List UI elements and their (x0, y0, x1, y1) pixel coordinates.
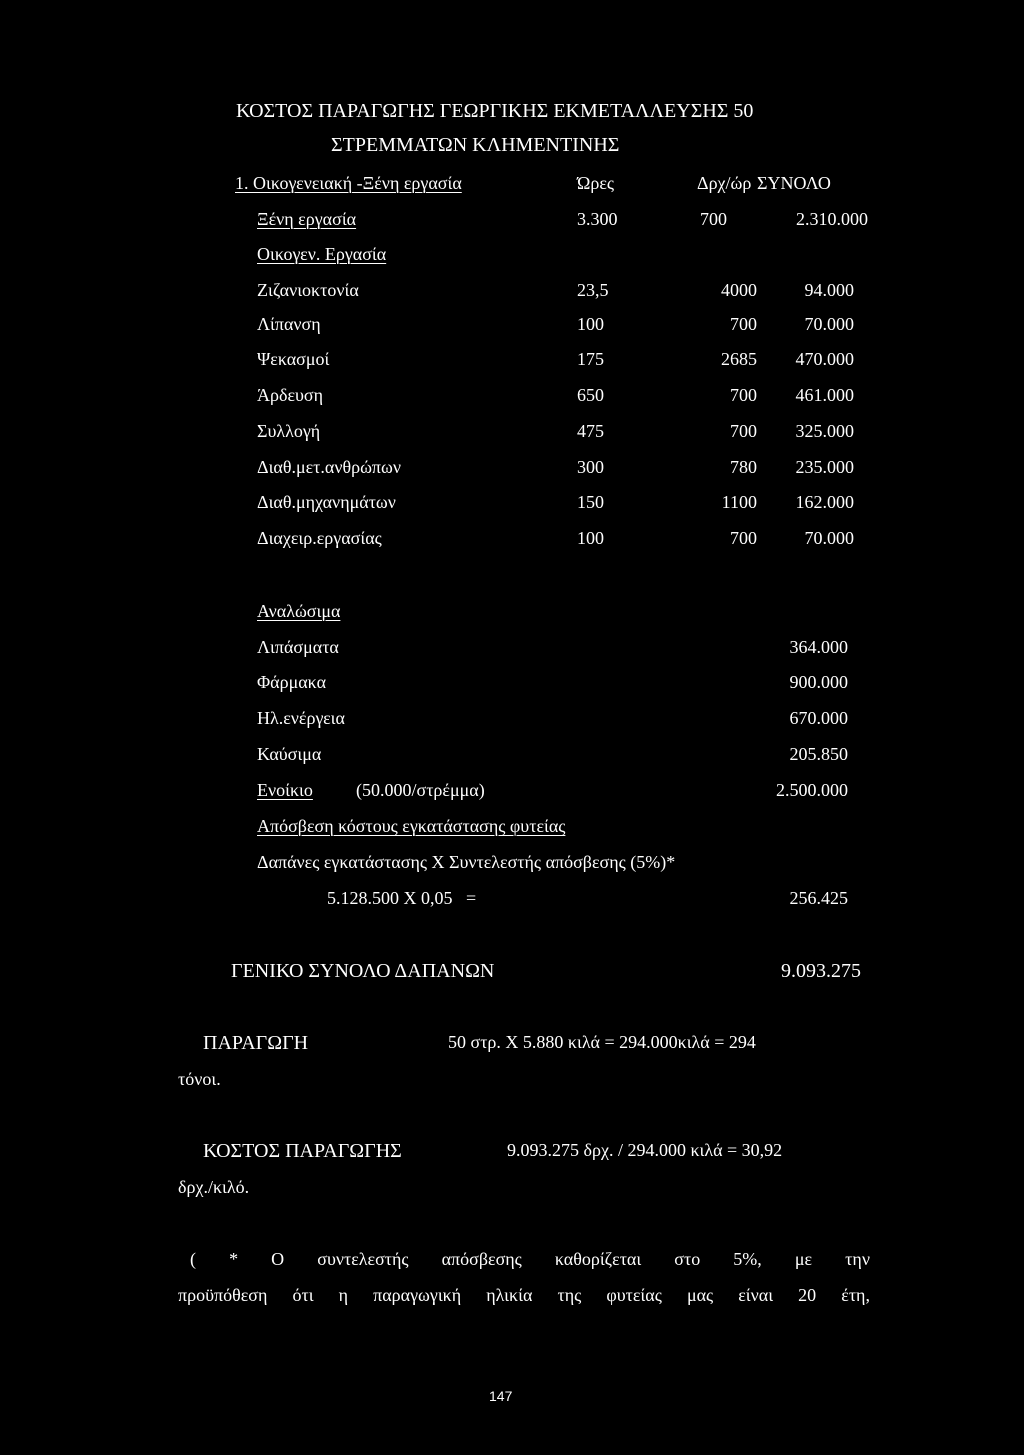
title-line-2: ΣΤΡΕΜΜΑΤΩΝ ΚΛΗΜΕΝΤΙΝΗΣ (331, 134, 620, 156)
page-number: 147 (489, 1388, 513, 1404)
footnote-word: ότι (292, 1285, 314, 1305)
labor-row-label: Διαθ.μηχανημάτων (257, 492, 396, 512)
rent-total: 2.500.000 (776, 780, 848, 800)
labor-row-hours: 150 (577, 492, 604, 512)
unit-cost-cont: δρχ./κιλό. (178, 1177, 250, 1197)
foreign-labor-rate: 700 (700, 209, 727, 229)
labor-row-hours: 23,5 (577, 280, 609, 300)
foreign-labor-hours: 3.300 (577, 209, 618, 229)
col-hours-header: Ώρες (577, 173, 615, 193)
consumables-heading: Αναλώσιμα (257, 601, 341, 621)
consumable-total: 205.850 (789, 744, 848, 764)
labor-row-hours: 175 (577, 349, 604, 369)
footnote-word: ( (190, 1249, 196, 1269)
labor-row-rate: 2685 (721, 349, 757, 369)
labor-row-rate: 700 (730, 421, 757, 441)
labor-row-label: Συλλογή (257, 421, 321, 441)
labor-row-total: 235.000 (795, 457, 854, 477)
consumable-label: Φάρμακα (257, 672, 326, 692)
col-total-header: ΣΥΝΟΛΟ (757, 173, 831, 193)
consumable-total: 670.000 (789, 708, 848, 728)
production-cont: τόνοι. (178, 1069, 221, 1089)
footnote-line-2 (178, 1286, 870, 1304)
production-label: ΠΑΡΑΓΩΓΗ (203, 1032, 309, 1054)
footnote-word: * (229, 1249, 239, 1269)
footnote-word: φυτείας (606, 1285, 662, 1305)
unit-cost-calc: 9.093.275 δρχ. / 294.000 κιλά = 30,92 (507, 1140, 783, 1160)
foreign-labor-total: 2.310.000 (796, 209, 868, 229)
labor-row-total: 162.000 (795, 492, 854, 512)
labor-row-rate: 700 (730, 314, 757, 334)
labor-row-label: Ζιζανιοκτονία (257, 280, 359, 300)
labor-row-rate: 1100 (721, 492, 757, 512)
footnote-word: της (557, 1285, 582, 1305)
production-calc: 50 στρ. Χ 5.880 κιλά = 294.000κιλά = 294 (448, 1032, 756, 1052)
footnote-word: την (845, 1249, 870, 1269)
labor-row-rate: 700 (730, 528, 757, 548)
labor-row-total: 470.000 (795, 349, 854, 369)
foreign-labor-label: Ξένη εργασία (257, 209, 357, 229)
footnote-word: παραγωγική (373, 1285, 462, 1305)
footnote-word: στο (674, 1249, 701, 1269)
consumable-label: Λιπάσματα (257, 637, 339, 657)
footnote-line-1 (190, 1250, 870, 1268)
labor-row-label: Άρδευση (257, 385, 324, 405)
labor-row-label: Ψεκασμοί (257, 349, 330, 369)
col-rate-header: Δρχ/ώρ (697, 173, 752, 193)
footnote-word: 5%, (733, 1249, 762, 1269)
depreciation-formula: Δαπάνες εγκατάστασης Χ Συντελεστής απόσβεσης (5%)* (257, 852, 676, 872)
labor-row-rate: 780 (730, 457, 757, 477)
grand-total-value: 9.093.275 (781, 960, 861, 982)
consumable-total: 900.000 (789, 672, 848, 692)
labor-row-hours: 650 (577, 385, 604, 405)
labor-row-hours: 475 (577, 421, 604, 441)
footnote-word: Ο (271, 1249, 285, 1269)
footnote-word: 20 (798, 1285, 817, 1305)
family-labor-heading: Οικογεν. Εργασία (257, 244, 387, 264)
depreciation-heading: Απόσβεση κόστους εγκατάστασης φυτείας (257, 816, 566, 836)
footnote-word: προϋπόθεση (178, 1285, 268, 1305)
footnote-word: συντελεστής (317, 1249, 409, 1269)
footnote-word: απόσβεσης (441, 1249, 522, 1269)
rent-note: (50.000/στρέμμα) (356, 780, 485, 800)
rent-label: Ενοίκιο (257, 780, 313, 800)
labor-row-rate: 700 (730, 385, 757, 405)
labor-row-hours: 100 (577, 314, 604, 334)
consumable-label: Καύσιμα (257, 744, 322, 764)
labor-row-hours: 300 (577, 457, 604, 477)
labor-heading: 1. Οικογενειακή -Ξένη εργασία (235, 173, 462, 193)
footnote-word: η (338, 1285, 349, 1305)
labor-row-rate: 4000 (721, 280, 757, 300)
labor-row-total: 461.000 (795, 385, 854, 405)
labor-row-label: Λίπανση (257, 314, 321, 334)
footnote-word: ηλικία (486, 1285, 533, 1305)
labor-row-total: 325.000 (795, 421, 854, 441)
depreciation-total: 256.425 (789, 888, 848, 908)
labor-row-total: 70.000 (804, 528, 854, 548)
footnote-word: έτη, (841, 1285, 870, 1305)
footnote-word: μας (686, 1285, 714, 1305)
grand-total-label: ΓΕΝΙΚΟ ΣΥΝΟΛΟ ΔΑΠΑΝΩΝ (231, 960, 495, 982)
labor-row-total: 94.000 (804, 280, 854, 300)
consumable-label: Ηλ.ενέργεια (257, 708, 345, 728)
labor-row-total: 70.000 (804, 314, 854, 334)
labor-row-label: Διαχειρ.εργασίας (257, 528, 382, 548)
labor-row-hours: 100 (577, 528, 604, 548)
footnote-word: με (794, 1249, 813, 1269)
footnote-word: είναι (738, 1285, 774, 1305)
footnote-word: καθορίζεται (554, 1249, 642, 1269)
consumable-total: 364.000 (789, 637, 848, 657)
depreciation-calc: 5.128.500 Χ 0,05 = (327, 888, 477, 908)
labor-row-label: Διαθ.μετ.ανθρώπων (257, 457, 402, 477)
unit-cost-label: ΚΟΣΤΟΣ ΠΑΡΑΓΩΓΗΣ (203, 1140, 402, 1162)
title-line-1: ΚΟΣΤΟΣ ΠΑΡΑΓΩΓΗΣ ΓΕΩΡΓΙΚΗΣ ΕΚΜΕΤΑΛΛΕΥΣΗΣ 50 (236, 100, 754, 122)
